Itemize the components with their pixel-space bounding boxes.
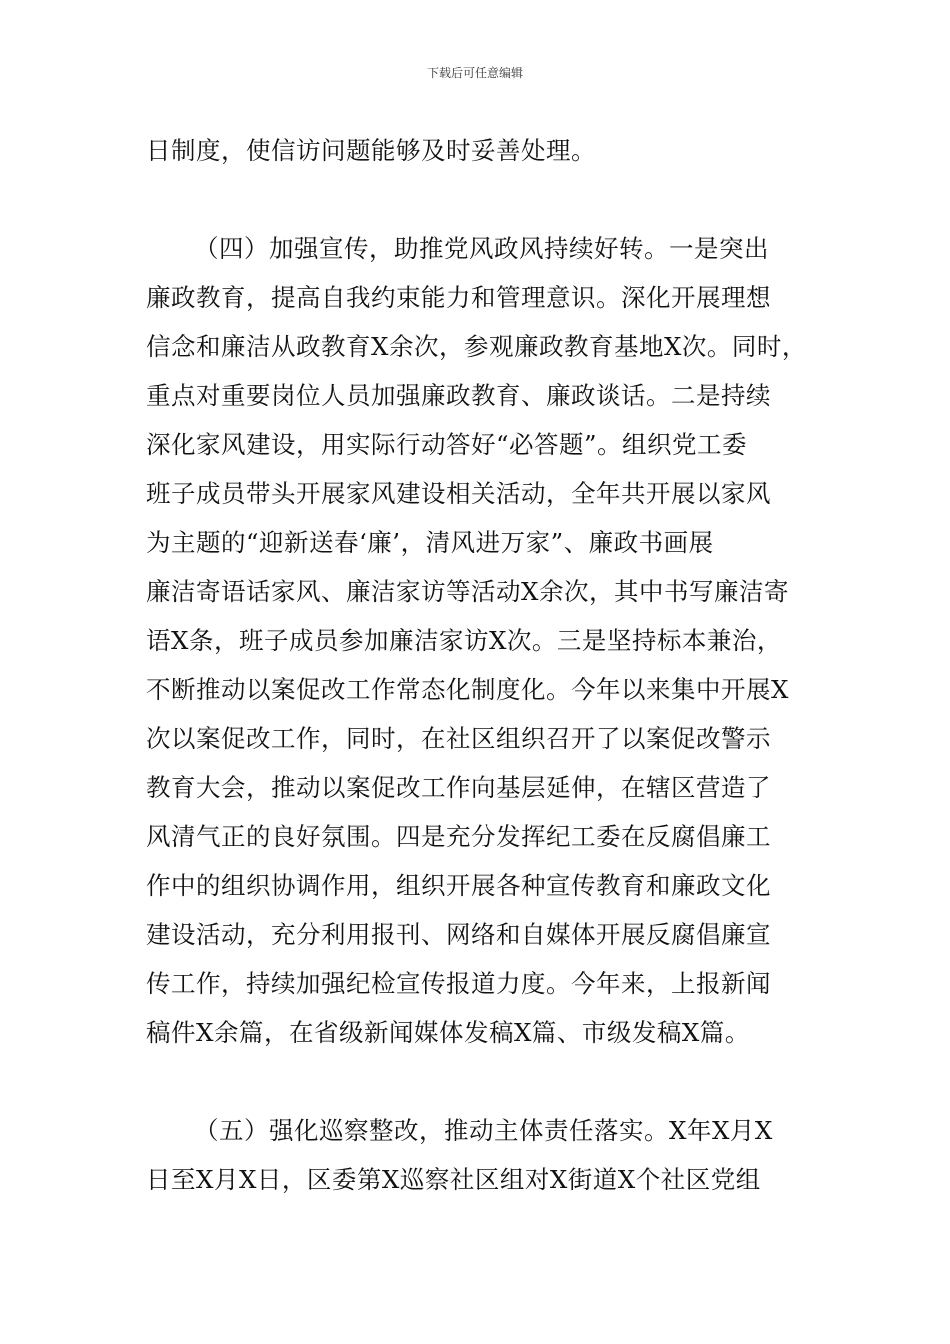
paragraph-line: 教育大会，推动以案促改工作向基层延伸，在辖区营造了 bbox=[146, 773, 771, 802]
paragraph-line: 次以案促改工作，同时，在社区组织召开了以案促改警示 bbox=[146, 724, 771, 753]
paragraph-line: 风清气正的良好氛围。四是充分发挥纪工委在反腐倡廉工 bbox=[146, 822, 771, 851]
paragraph-line: 班子成员带头开展家风建设相关活动，全年共开展以家风 bbox=[146, 479, 771, 508]
paragraph-line: 语X条，班子成员参加廉洁家访X次。三是坚持标本兼治， bbox=[146, 626, 782, 655]
page-header: 下载后可任意编辑 bbox=[426, 66, 523, 80]
paragraph-gap bbox=[146, 1057, 816, 1106]
paragraph-line: 重点对重要岗位人员加强廉政教育、廉政谈话。二是持续 bbox=[146, 381, 771, 410]
paragraph-line: 深化家风建设，用实际行动答好“必答题”。组织党工委 bbox=[146, 430, 748, 459]
paragraph-line: 作中的组织协调作用，组织开展各种宣传教育和廉政文化 bbox=[146, 871, 771, 900]
paragraph-line: 不断推动以案促改工作常态化制度化。今年以来集中开展X bbox=[146, 675, 789, 704]
paragraph-line: 为主题的“迎新送春‘廉’，清风进万家”、廉政书画展 bbox=[146, 528, 714, 557]
paragraph-line: 廉政教育，提高自我约束能力和管理意识。深化开展理想 bbox=[146, 283, 771, 312]
paragraph-line: 传工作，持续加强纪检宣传报道力度。今年来，上报新闻 bbox=[146, 969, 771, 998]
paragraph-line: 廉洁寄语话家风、廉洁家访等活动X余次，其中书写廉洁寄 bbox=[146, 577, 789, 606]
document-body bbox=[146, 126, 816, 1204]
paragraph-gap bbox=[146, 175, 816, 224]
paragraph-line: （五）强化巡察整改，推动主体责任落实。X年X月X bbox=[194, 1116, 773, 1145]
paragraph-line: 稿件X余篇，在省级新闻媒体发稿X篇、市级发稿X篇。 bbox=[146, 1018, 750, 1047]
paragraph-line: （四）加强宣传，助推党风政风持续好转。一是突出 bbox=[194, 234, 769, 263]
paragraph-line: 日至X月X日，区委第X巡察社区组对X街道X个社区党组 bbox=[146, 1165, 761, 1194]
paragraph-line: 信念和廉洁从政教育X余次，参观廉政教育基地X次。同时， bbox=[146, 332, 807, 361]
paragraph-line: 建设活动，充分利用报刊、网络和自媒体开展反腐倡廉宣 bbox=[146, 920, 771, 949]
paragraph-line: 日制度，使信访问题能够及时妥善处理。 bbox=[146, 136, 596, 165]
